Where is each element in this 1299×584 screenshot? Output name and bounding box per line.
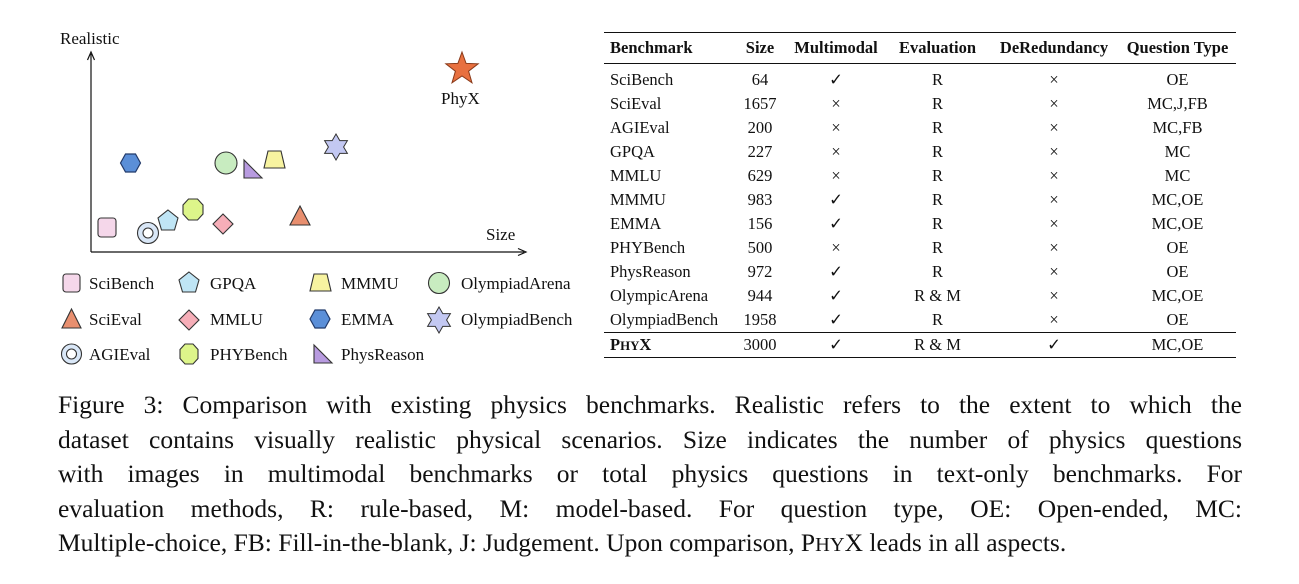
- legend-label-scieval: SciEval: [89, 310, 142, 329]
- caption-line-5-small: HY: [815, 534, 845, 556]
- cell-multimodal: ×: [831, 94, 841, 113]
- header-multimodal: Multimodal: [794, 38, 878, 57]
- scibench-marker: [98, 218, 116, 237]
- cell-multimodal: ✓: [829, 70, 843, 89]
- phybench-marker: [183, 199, 203, 220]
- caption-line-5-before: Multiple-choice, FB: Fill-in-the-blank, J: Judgement. Upon comparison, P: [58, 528, 816, 557]
- cell-evaluation: R & M: [914, 286, 961, 305]
- caption-line-2: dataset contains visually realistic physical scenarios. Size indicates the number of physics questions: [58, 424, 1242, 454]
- cell-size: 944: [747, 286, 773, 305]
- header-benchmark: Benchmark: [610, 38, 693, 57]
- table-row: [604, 260, 1236, 284]
- cell-deredundancy: ×: [1049, 142, 1059, 161]
- caption-line-5: [58, 526, 1242, 563]
- table-row: [604, 236, 1236, 260]
- table-row: [604, 64, 1236, 93]
- cell-multimodal: ×: [831, 166, 841, 185]
- cell-size: 156: [747, 214, 773, 233]
- legend-item-scieval: [62, 309, 142, 329]
- cell-size: 1657: [743, 94, 777, 113]
- legend-item-emma: [310, 310, 395, 329]
- phyx-name-last: X: [639, 335, 652, 354]
- header-size: Size: [745, 38, 775, 57]
- emma-marker: [121, 154, 141, 172]
- cell-deredundancy: ×: [1049, 214, 1059, 233]
- cell-name: GPQA: [610, 142, 655, 161]
- physreason-marker: [244, 160, 262, 178]
- figure-caption: [58, 388, 1242, 563]
- benchmark-comparison-table: [604, 32, 1236, 358]
- phyx-question-type-cell: MC,OE: [1151, 335, 1204, 354]
- cell-multimodal: ✓: [829, 214, 843, 233]
- table-header-row: [604, 33, 1236, 64]
- cell-deredundancy: ×: [1049, 310, 1059, 329]
- legend-item-olympiadbench: [428, 307, 573, 333]
- legend-label-emma: EMMA: [341, 310, 394, 329]
- cell-name: MMLU: [610, 166, 662, 185]
- table-row: [604, 188, 1236, 212]
- cell-deredundancy: ×: [1049, 70, 1059, 89]
- legend-label-phybench: PHYBench: [210, 345, 288, 364]
- legend-item-phybench: [180, 344, 288, 364]
- cell-question-type: OE: [1166, 310, 1189, 329]
- x-axis-label: Size: [486, 225, 516, 244]
- legend-label-olympiadarena: OlympiadArena: [461, 274, 571, 293]
- y-axis-label: Realistic: [60, 29, 120, 48]
- phyx-star-marker: [446, 52, 478, 83]
- legend-item-mmlu: [179, 310, 263, 330]
- cell-question-type: MC,OE: [1151, 214, 1204, 233]
- cell-question-type: MC,OE: [1151, 190, 1204, 209]
- legend: [62, 272, 573, 364]
- cell-size: 972: [747, 262, 773, 281]
- cell-size: 1958: [743, 310, 777, 329]
- cell-size: 500: [747, 238, 773, 257]
- caption-line-1: Figure 3: Comparison with existing physics benchmarks. Realistic refers to the extent to which the: [58, 390, 1242, 419]
- cell-deredundancy: ×: [1049, 118, 1059, 137]
- cell-question-type: MC: [1164, 142, 1191, 161]
- comparison-scatter-figure: [0, 0, 600, 380]
- cell-deredundancy: ×: [1049, 166, 1059, 185]
- cell-size: 983: [747, 190, 773, 209]
- table-row-phyx: [604, 333, 1236, 358]
- cell-multimodal: ✓: [829, 262, 843, 281]
- legend-label-olympiadbench: OlympiadBench: [461, 310, 573, 329]
- phyx-deredundancy-cell: ✓: [1047, 335, 1061, 354]
- phyx-name-cell: [604, 333, 734, 358]
- cell-evaluation: R: [931, 262, 943, 281]
- legend-label-physreason: PhysReason: [341, 345, 425, 364]
- table-row: [604, 92, 1236, 116]
- cell-evaluation: R: [931, 190, 943, 209]
- olympiadbench-marker: [325, 134, 348, 160]
- cell-size: 64: [751, 70, 769, 89]
- cell-name: AGIEval: [610, 118, 670, 137]
- cell-question-type: OE: [1166, 238, 1189, 257]
- cell-multimodal: ×: [831, 238, 841, 257]
- cell-multimodal: ✓: [829, 286, 843, 305]
- olympiadarena-marker: [215, 152, 237, 174]
- cell-question-type: MC,J,FB: [1147, 94, 1208, 113]
- cell-deredundancy: ×: [1049, 94, 1059, 113]
- legend-item-agieval: [62, 344, 151, 364]
- cell-name: EMMA: [610, 214, 662, 233]
- legend-item-physreason: [314, 345, 425, 364]
- cell-name: OlympiadBench: [610, 310, 719, 329]
- cell-evaluation: R: [931, 238, 943, 257]
- cell-question-type: MC: [1164, 166, 1191, 185]
- phyx-multimodal-cell: ✓: [829, 335, 843, 354]
- cell-multimodal: ×: [831, 142, 841, 161]
- cell-size: 200: [747, 118, 773, 137]
- cell-name: PhysReason: [610, 262, 691, 281]
- table-row: [604, 116, 1236, 140]
- legend-item-scibench: [63, 274, 155, 293]
- table-row: [604, 284, 1236, 308]
- phyx-evaluation-cell: R & M: [914, 335, 961, 354]
- cell-multimodal: ✓: [829, 310, 843, 329]
- agieval-marker: [138, 223, 159, 244]
- cell-evaluation: R: [931, 166, 943, 185]
- phyx-name-small: HY: [620, 339, 640, 353]
- header-evaluation: Evaluation: [898, 38, 977, 57]
- legend-label-agieval: AGIEval: [89, 345, 151, 364]
- cell-evaluation: R: [931, 70, 943, 89]
- mmmu-marker: [264, 151, 285, 168]
- legend-label-scibench: SciBench: [89, 274, 155, 293]
- cell-deredundancy: ×: [1049, 238, 1059, 257]
- cell-size: 629: [747, 166, 773, 185]
- table-row: [604, 140, 1236, 164]
- mmlu-marker: [213, 214, 233, 234]
- cell-name: PHYBench: [610, 238, 686, 257]
- table-row: [604, 212, 1236, 236]
- cell-name: MMMU: [610, 190, 666, 209]
- cell-name: SciBench: [610, 70, 674, 89]
- cell-evaluation: R: [931, 94, 943, 113]
- header-deredundancy: DeRedundancy: [999, 38, 1109, 57]
- cell-name: SciEval: [610, 94, 662, 113]
- header-question-type: Question Type: [1126, 38, 1229, 57]
- legend-item-mmmu: [310, 274, 399, 293]
- phyx-size-cell: 3000: [743, 335, 777, 354]
- cell-evaluation: R: [931, 310, 943, 329]
- cell-evaluation: R: [931, 142, 943, 161]
- cell-deredundancy: ×: [1049, 190, 1059, 209]
- legend-item-olympiadarena: [429, 273, 571, 294]
- table-row: [604, 164, 1236, 188]
- cell-multimodal: ×: [831, 118, 841, 137]
- caption-line-3: with images in multimodal benchmarks or total physics questions in text-only benchmarks. For: [58, 459, 1242, 488]
- legend-label-mmlu: MMLU: [210, 310, 263, 329]
- cell-deredundancy: ×: [1049, 286, 1059, 305]
- table-row: [604, 308, 1236, 333]
- legend-label-gpqa: GPQA: [210, 274, 257, 293]
- phyx-name-first: P: [610, 335, 621, 354]
- cell-question-type: OE: [1166, 262, 1189, 281]
- cell-question-type: MC,FB: [1152, 118, 1203, 137]
- scieval-marker: [290, 206, 310, 225]
- legend-label-mmmu: MMMU: [341, 274, 399, 293]
- cell-evaluation: R: [931, 214, 943, 233]
- cell-evaluation: R: [931, 118, 943, 137]
- phyx-label: PhyX: [441, 89, 480, 108]
- legend-item-gpqa: [179, 272, 257, 293]
- cell-multimodal: ✓: [829, 190, 843, 209]
- cell-name: OlympicArena: [610, 286, 709, 305]
- cell-question-type: OE: [1166, 70, 1189, 89]
- cell-deredundancy: ×: [1049, 262, 1059, 281]
- cell-size: 227: [747, 142, 773, 161]
- cell-question-type: MC,OE: [1151, 286, 1204, 305]
- gpqa-marker: [158, 210, 178, 230]
- caption-line-4: evaluation methods, R: rule-based, M: model-based. For question type, OE: Open-ended, MC:: [58, 493, 1242, 523]
- caption-line-5-after: X leads in all aspects.: [844, 528, 1067, 557]
